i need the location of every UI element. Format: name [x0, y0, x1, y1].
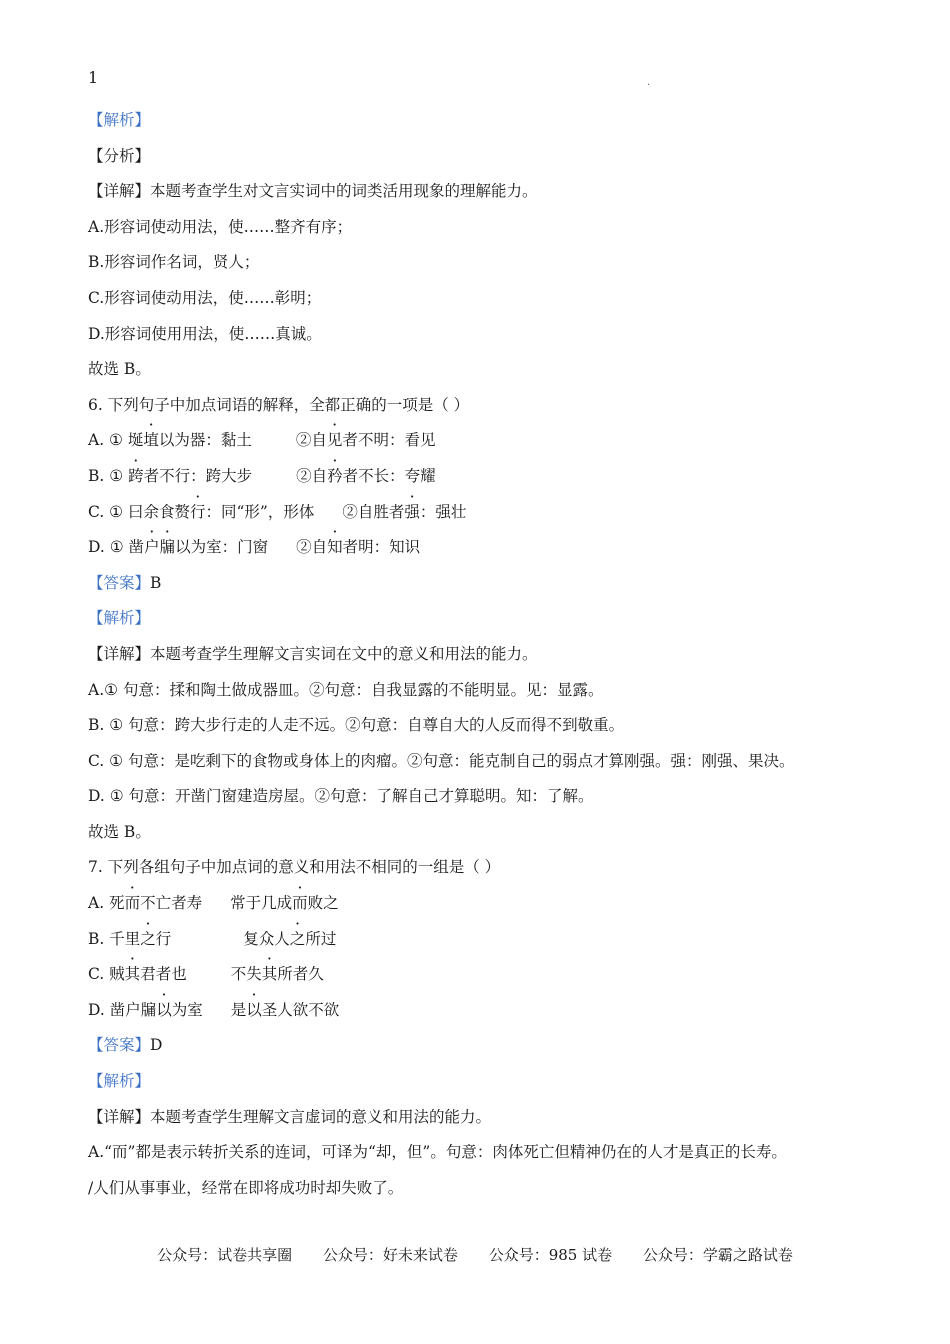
q6-option-d: D. ① 凿户牖以为室：门窗 ②自知者明：知识 — [88, 538, 421, 557]
q6-exp-a: A.① 句意：揉和陶土做成器皿。②句意：自我显露的不能明显。见：显露。 — [88, 680, 604, 699]
q6-stem: 6. 下列句子中加点词语的解释，全都正确的一项是（ ） — [88, 395, 470, 414]
q5-option-b: B.形容词作名词，贤人； — [88, 253, 260, 272]
fenxi-tag: 【分析】 — [88, 146, 151, 165]
detail-tag: 【详解】 — [88, 182, 151, 201]
dotted-word: 强 — [404, 502, 420, 521]
q5-option-c: C.形容词使动用法，使……彰明； — [88, 288, 322, 307]
page-footer — [0, 1244, 950, 1265]
analysis-tag: 【解析】 — [88, 111, 151, 129]
q6-option-a: A. ① 埏埴以为器：黏土 ②自见者不明：看见 — [88, 431, 436, 450]
analysis-tag: 【解析】 — [88, 609, 151, 628]
dotted-word: 见 — [326, 431, 343, 450]
dotted-word: 之 — [289, 929, 306, 948]
q5-conclusion: 故选 B。 — [88, 360, 151, 379]
footer-item: 公众号：试卷共享圈 — [157, 1246, 293, 1264]
answer-tag: 【答案】 — [88, 573, 151, 592]
dotted-word: 其 — [261, 965, 278, 984]
q7-exp-a: A.“而”都是表示转折关系的连词，可译为“却，但”。句意：肉体死亡但精神仍在的人才是真正的长寿。 — [88, 1143, 787, 1162]
dotted-word: 以 — [246, 1000, 262, 1019]
dotted-word: 以 — [156, 1000, 172, 1019]
answer-tag: 【答案】 — [88, 1036, 151, 1055]
q7-exp-a-cont: /人们从事事业，经常在即将成功时却失败了。 — [88, 1178, 404, 1197]
q7-option-a: A. 死而不亡者寿 常于几成而败之 — [88, 894, 339, 913]
dotted-word: 矜 — [327, 466, 343, 485]
dotted-word: 其 — [124, 965, 141, 984]
dotted-word: 户 — [144, 538, 160, 557]
dotted-word: 埴 — [143, 431, 159, 450]
dotted-word: 牖 — [159, 538, 176, 557]
footer-item: 公众号：学霸之路试卷 — [642, 1246, 793, 1264]
q5-detail: 本题考查学生对文言实词中的词类活用现象的理解能力。 — [150, 182, 538, 201]
corner-mark: . — [647, 77, 651, 88]
detail-tag: 【详解】 — [88, 1107, 151, 1126]
q6-exp-c: C. ① 句意：是吃剩下的食物或身体上的肉瘤。②句意：能克制自己的弱点才算刚强。强：刚强、果决。 — [88, 751, 795, 770]
q6-conclusion: 故选 B。 — [88, 822, 151, 841]
q6-exp-d: D. ① 句意：开凿门窗建造房屋。②句意：了解自己才算聪明。知：了解。 — [88, 787, 594, 806]
q6-exp-b: B. ① 句意：跨大步行走的人走不远。②句意：自尊自大的人反而得不到敬重。 — [88, 716, 625, 735]
q7-answer: D — [150, 1036, 163, 1055]
dotted-word: 之 — [140, 929, 156, 948]
q7-stem: 7. 下列各组句子中加点词的意义和用法不相同的一组是（ ） — [88, 858, 501, 877]
q6-detail: 本题考查学生理解文言实词在文中的意义和用法的能力。 — [150, 644, 538, 663]
page-number: 1 — [88, 68, 99, 87]
q7-option-c: C. 贼其君者也 不失其所者久 — [88, 965, 324, 984]
q7-detail: 本题考查学生理解文言虚词的意义和用法的能力。 — [150, 1107, 492, 1126]
q6-option-b: B. ① 跨者不行：跨大步 ②自矜者不长：夸耀 — [88, 466, 436, 485]
analysis-tag: 【解析】 — [88, 1072, 151, 1091]
detail-tag: 【详解】 — [88, 644, 151, 663]
dotted-word: 行 — [189, 502, 206, 521]
dotted-word: 而 — [124, 894, 141, 913]
q6-answer: B — [150, 573, 162, 592]
q5-option-d: D.形容词使用用法，使……真诚。 — [88, 324, 322, 343]
dotted-word: 而 — [292, 894, 308, 913]
q6-option-c: C. ① 曰余食赘行：同“形”，形体 ②自胜者强：强壮 — [88, 502, 467, 521]
dotted-word: 跨 — [128, 466, 144, 485]
q7-option-b: B. 千里之行 复众人之所过 — [88, 929, 337, 948]
footer-item: 公众号：985 试卷 — [488, 1246, 613, 1264]
q7-option-d: D. 凿户牖以为室 是以圣人欲不欲 — [88, 1000, 340, 1019]
document-body — [88, 110, 888, 1213]
footer-item: 公众号：好未来试卷 — [322, 1246, 458, 1264]
dotted-word: 知 — [327, 538, 343, 557]
q5-option-a: A.形容词使动用法，使……整齐有序； — [88, 217, 353, 236]
